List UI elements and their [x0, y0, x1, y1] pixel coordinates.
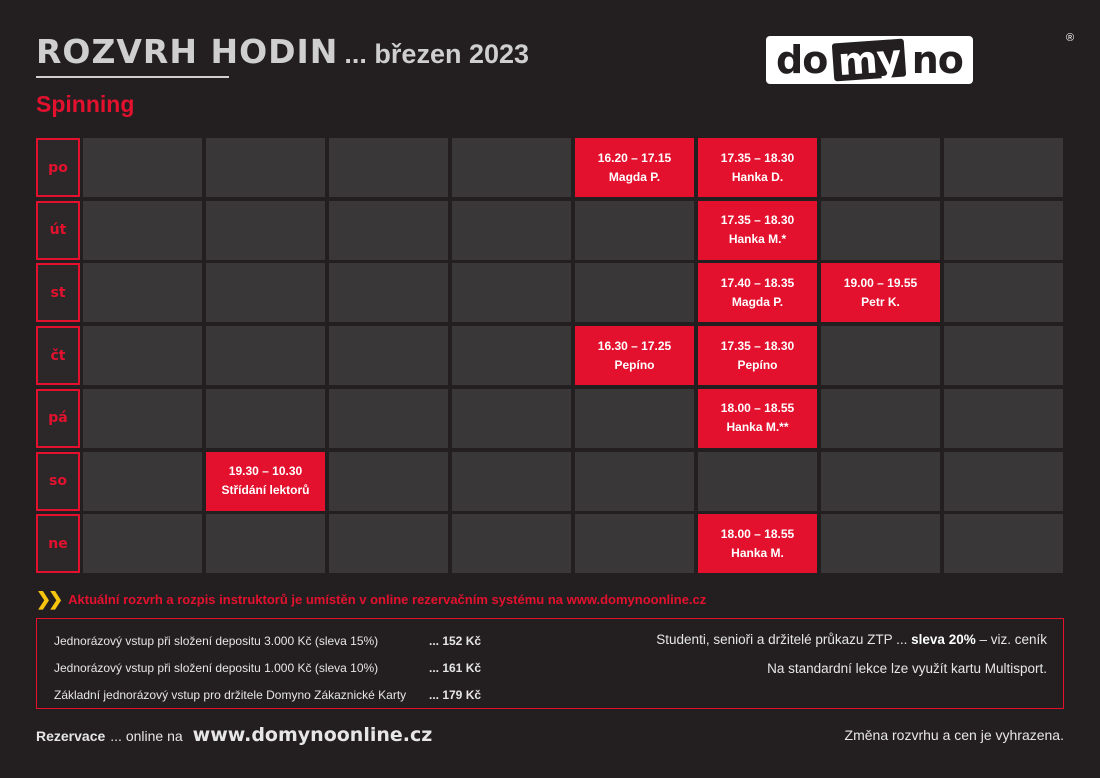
- class-slot: [698, 201, 817, 260]
- class-slot: [206, 452, 325, 511]
- empty-slot: [821, 326, 940, 385]
- price-row: [54, 681, 481, 708]
- notice: [36, 589, 706, 610]
- empty-slot: [575, 263, 694, 322]
- class-instructor: Magda P.: [608, 169, 661, 184]
- day-name: čt: [50, 347, 66, 364]
- activity-title: Spinning: [36, 91, 135, 117]
- class-time: 17.35 – 18.30: [720, 213, 795, 228]
- day-label: [36, 263, 80, 322]
- disclaimer: Změna rozvrhu a cen je vyhrazena.: [844, 727, 1064, 743]
- empty-slot: [698, 452, 817, 511]
- empty-slot: [329, 452, 448, 511]
- class-instructor: Hanka M.**: [726, 420, 789, 435]
- empty-slot: [206, 138, 325, 197]
- discount-amount: sleva 20%: [911, 632, 976, 647]
- domyno-logo: [766, 32, 1075, 85]
- empty-slot: [329, 138, 448, 197]
- empty-slot: [83, 201, 202, 260]
- class-instructor: Střídání lektorů: [221, 483, 310, 497]
- day-name: ne: [48, 535, 68, 552]
- empty-slot: [329, 389, 448, 448]
- price-box: [36, 618, 1064, 709]
- title-month: ... březen 2023: [344, 39, 530, 69]
- logo-no: no: [911, 38, 963, 82]
- reservation-link[interactable]: www.domynoonline.cz: [192, 724, 433, 746]
- empty-slot: [944, 263, 1063, 322]
- discount-info: [656, 625, 1047, 683]
- class-time: 17.40 – 18.35: [720, 275, 795, 290]
- class-slot: [698, 389, 817, 448]
- empty-slot: [452, 263, 571, 322]
- class-time: 16.30 – 17.25: [597, 338, 672, 353]
- price-label: Základní jednorázový vstup pro držitele Domyno Zákaznické Karty: [54, 687, 407, 702]
- class-slot: [821, 263, 940, 322]
- class-slot: [698, 263, 817, 322]
- price-label: Jednorázový vstup při složení depositu 1.000 Kč (sleva 10%): [54, 660, 379, 675]
- price-label: Jednorázový vstup při složení depositu 3.000 Kč (sleva 15%): [54, 633, 379, 648]
- double-chevron-right-icon: ❯❯: [36, 589, 61, 609]
- empty-slot: [452, 452, 571, 511]
- empty-slot: [329, 201, 448, 260]
- empty-slot: [83, 514, 202, 573]
- price-row: [54, 627, 481, 654]
- discount-text: Studenti, senioři a držitelé průkazu ZTP ...: [656, 632, 912, 647]
- empty-slot: [575, 514, 694, 573]
- day-label: [36, 201, 80, 260]
- empty-slot: [452, 326, 571, 385]
- class-instructor: Petr K.: [861, 294, 900, 309]
- title-underline: [36, 76, 229, 78]
- class-time: 18.00 – 18.55: [720, 526, 795, 541]
- registered-mark: ®: [1066, 32, 1075, 44]
- logo-my: my: [832, 39, 907, 82]
- class-instructor: Hanka M.*: [728, 232, 787, 247]
- empty-slot: [821, 389, 940, 448]
- notice-text: Aktuální rozvrh a rozpis instruktorů je umístěn v online rezervačním systému na www.domynoonline.cz: [68, 592, 707, 607]
- class-time: 17.35 – 18.30: [720, 150, 795, 165]
- class-slot: [575, 138, 694, 197]
- class-time: 16.20 – 17.15: [597, 150, 672, 165]
- day-name: st: [50, 284, 66, 301]
- empty-slot: [575, 201, 694, 260]
- price-value: ... 152 Kč: [429, 633, 482, 648]
- class-instructor: Pepíno: [737, 357, 778, 372]
- price-list: [54, 627, 481, 708]
- logo-box: [766, 36, 973, 84]
- empty-slot: [206, 263, 325, 322]
- day-name: út: [49, 222, 67, 239]
- logo-do: do: [776, 38, 828, 82]
- day-label: [36, 389, 80, 448]
- class-instructor: Hanka M.: [731, 545, 784, 560]
- price-value: ... 161 Kč: [429, 660, 482, 675]
- reservation-info: [36, 724, 432, 746]
- class-instructor: Magda P.: [731, 294, 784, 309]
- empty-slot: [821, 452, 940, 511]
- price-value: ... 179 Kč: [429, 687, 482, 702]
- class-slot: [698, 514, 817, 573]
- class-slot: [698, 326, 817, 385]
- discount-line: [656, 625, 1047, 654]
- empty-slot: [452, 389, 571, 448]
- discount-note: – viz. ceník: [975, 632, 1047, 647]
- price-row: [54, 654, 481, 681]
- day-label: [36, 514, 80, 573]
- class-instructor: Pepíno: [614, 357, 655, 372]
- day-name: so: [49, 473, 67, 489]
- class-slot: [575, 326, 694, 385]
- empty-slot: [944, 326, 1063, 385]
- empty-slot: [944, 389, 1063, 448]
- day-label: [36, 326, 80, 385]
- day-name: po: [48, 159, 68, 176]
- class-time: 18.00 – 18.55: [720, 401, 795, 416]
- empty-slot: [821, 138, 940, 197]
- empty-slot: [206, 514, 325, 573]
- empty-slot: [944, 514, 1063, 573]
- empty-slot: [206, 201, 325, 260]
- empty-slot: [821, 201, 940, 260]
- day-name: pá: [48, 410, 68, 427]
- empty-slot: [329, 514, 448, 573]
- empty-slot: [944, 138, 1063, 197]
- reservation-label: Rezervace: [36, 728, 106, 744]
- empty-slot: [821, 514, 940, 573]
- class-time: 19.00 – 19.55: [843, 275, 918, 290]
- empty-slot: [944, 201, 1063, 260]
- empty-slot: [452, 201, 571, 260]
- multisport-line: Na standardní lekce lze využít kartu Multisport.: [767, 661, 1047, 676]
- class-time: 17.35 – 18.30: [720, 338, 795, 353]
- empty-slot: [83, 326, 202, 385]
- empty-slot: [206, 326, 325, 385]
- day-label: [36, 138, 80, 197]
- empty-slot: [452, 138, 571, 197]
- page-title: [36, 32, 529, 72]
- empty-slot: [206, 389, 325, 448]
- empty-slot: [83, 389, 202, 448]
- empty-slot: [83, 138, 202, 197]
- class-slot: [698, 138, 817, 197]
- class-instructor: Hanka D.: [731, 169, 784, 184]
- empty-slot: [83, 263, 202, 322]
- empty-slot: [944, 452, 1063, 511]
- day-label: [36, 452, 80, 511]
- empty-slot: [575, 389, 694, 448]
- title-main: ROZVRH HODIN: [36, 32, 339, 71]
- reservation-text: ... online na: [110, 728, 183, 744]
- empty-slot: [329, 263, 448, 322]
- empty-slot: [83, 452, 202, 511]
- empty-slot: [452, 514, 571, 573]
- empty-slot: [575, 452, 694, 511]
- class-time: 19.30 – 10.30: [228, 464, 303, 478]
- empty-slot: [329, 326, 448, 385]
